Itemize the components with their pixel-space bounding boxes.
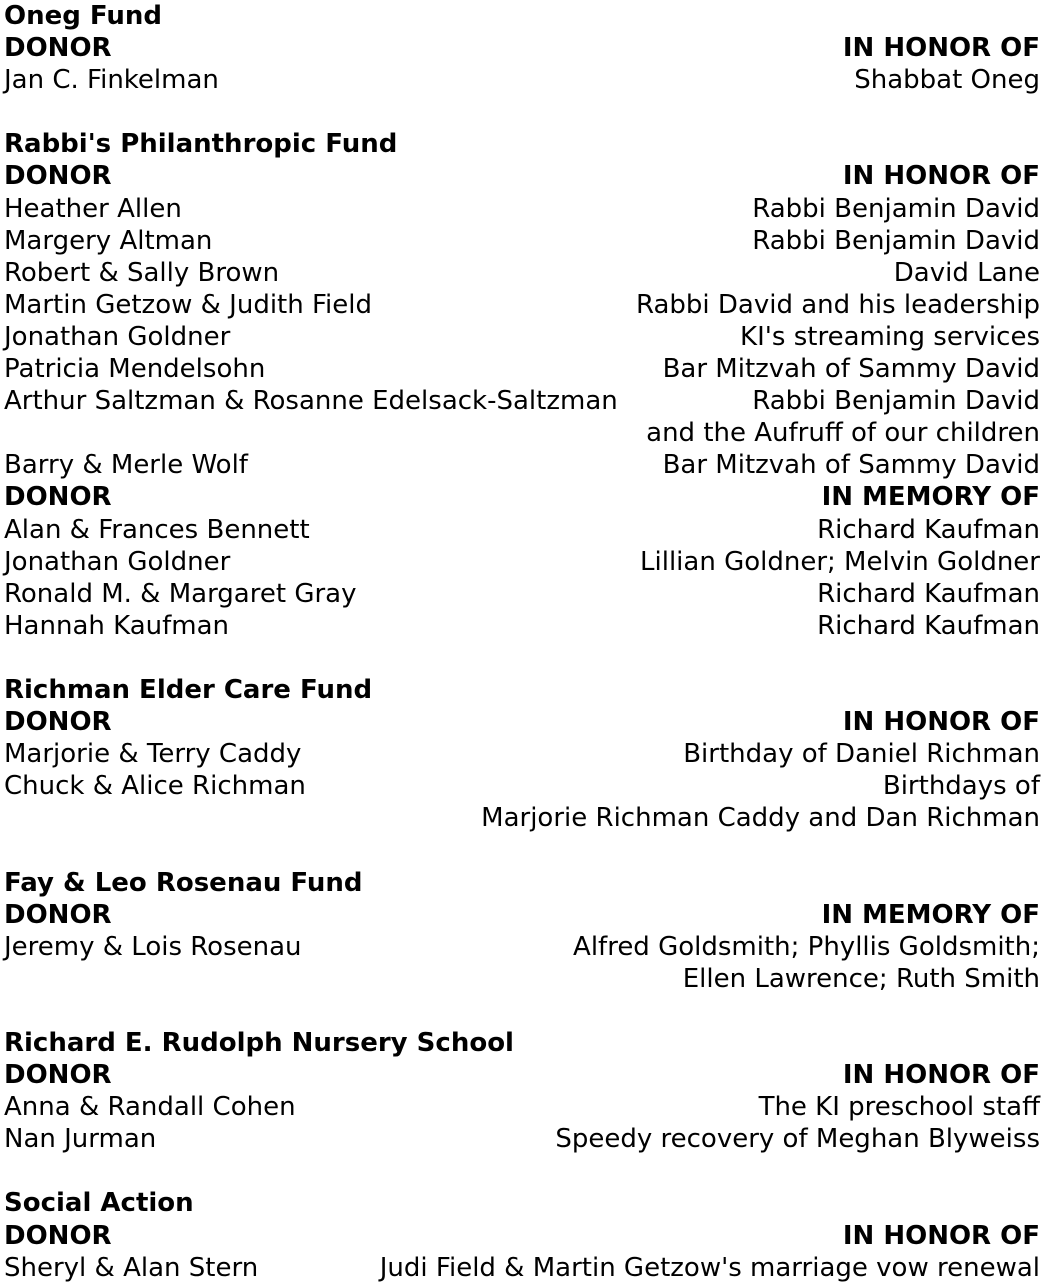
honoree-header: IN MEMORY OF bbox=[821, 482, 1040, 513]
honoree-text: David Lane bbox=[893, 257, 1040, 288]
honoree-header: IN MEMORY OF bbox=[821, 899, 1040, 930]
donor-name: Martin Getzow & Judith Field bbox=[4, 289, 372, 320]
fund-title: Richman Elder Care Fund bbox=[4, 674, 373, 705]
donor-header: DONOR bbox=[4, 707, 112, 738]
donor-name: Hannah Kaufman bbox=[4, 610, 230, 641]
donation-row bbox=[4, 64, 1040, 96]
donation-row bbox=[4, 931, 1040, 963]
donor-name: Anna & Randall Cohen bbox=[4, 1092, 296, 1123]
honoree-text: Bar Mitzvah of Sammy David bbox=[662, 450, 1040, 481]
honoree-text: KI's streaming services bbox=[740, 321, 1040, 352]
donation-row bbox=[4, 193, 1040, 225]
honoree-text: Judi Field & Martin Getzow's marriage vow renewal bbox=[379, 1252, 1040, 1283]
spacer bbox=[4, 1155, 1040, 1187]
honoree-text: Rabbi Benjamin David bbox=[752, 225, 1040, 256]
donation-row bbox=[4, 738, 1040, 770]
fund-section bbox=[4, 867, 1040, 995]
fund-title: Social Action bbox=[4, 1188, 194, 1219]
donor-header: DONOR bbox=[4, 33, 112, 64]
donation-row-continued bbox=[4, 417, 1040, 449]
spacer bbox=[4, 642, 1040, 674]
donor-name: Heather Allen bbox=[4, 193, 182, 224]
honoree-text: Speedy recovery of Meghan Blyweiss bbox=[555, 1124, 1040, 1155]
donor-name: Chuck & Alice Richman bbox=[4, 771, 306, 802]
donation-row bbox=[4, 321, 1040, 353]
donor-name: Jonathan Goldner bbox=[4, 546, 231, 577]
spacer bbox=[4, 96, 1040, 128]
donor-name: Margery Altman bbox=[4, 225, 213, 256]
honoree-header: IN HONOR OF bbox=[842, 1060, 1040, 1091]
donor-name: Alan & Frances Bennett bbox=[4, 514, 310, 545]
honoree-text: Shabbat Oneg bbox=[854, 65, 1040, 96]
honoree-header: IN HONOR OF bbox=[842, 707, 1040, 738]
donation-row bbox=[4, 546, 1040, 578]
spacer bbox=[4, 834, 1040, 866]
donor-name: Jonathan Goldner bbox=[4, 321, 231, 352]
donation-row bbox=[4, 1252, 1040, 1284]
fund-section bbox=[4, 1027, 1040, 1155]
honoree-text: Rabbi David and his leadership bbox=[635, 289, 1040, 320]
donor-name: Nan Jurman bbox=[4, 1124, 157, 1155]
column-header-row bbox=[4, 32, 1040, 64]
honoree-text: Richard Kaufman bbox=[817, 514, 1040, 545]
donor-name: Arthur Saltzman & Rosanne Edelsack-Saltzman bbox=[4, 386, 618, 417]
donation-row bbox=[4, 289, 1040, 321]
donor-name: Marjorie & Terry Caddy bbox=[4, 739, 302, 770]
donation-row bbox=[4, 1091, 1040, 1123]
fund-section bbox=[4, 0, 1040, 96]
honoree-text: Birthday of Daniel Richman bbox=[683, 739, 1040, 770]
fund-section bbox=[4, 128, 1040, 642]
donor-header: DONOR bbox=[4, 1220, 112, 1251]
fund-section bbox=[4, 1187, 1040, 1283]
donation-row bbox=[4, 385, 1040, 417]
donation-row bbox=[4, 257, 1040, 289]
honoree-text: Richard Kaufman bbox=[817, 610, 1040, 641]
honoree-text: The KI preschool staff bbox=[758, 1092, 1040, 1123]
column-header-row bbox=[4, 1059, 1040, 1091]
honoree-header: IN HONOR OF bbox=[842, 1220, 1040, 1251]
donor-header: DONOR bbox=[4, 482, 112, 513]
donor-name: Robert & Sally Brown bbox=[4, 257, 280, 288]
donation-row bbox=[4, 353, 1040, 385]
donor-header: DONOR bbox=[4, 899, 112, 930]
column-header-row bbox=[4, 706, 1040, 738]
donor-name: Ronald M. & Margaret Gray bbox=[4, 578, 357, 609]
fund-title: Oneg Fund bbox=[4, 1, 163, 31]
donor-name: Sheryl & Alan Stern bbox=[4, 1252, 259, 1283]
fund-title: Rabbi's Philanthropic Fund bbox=[4, 129, 398, 160]
honoree-text: Marjorie Richman Caddy and Dan Richman bbox=[481, 803, 1040, 834]
donor-name: Barry & Merle Wolf bbox=[4, 450, 248, 481]
honoree-text: Alfred Goldsmith; Phyllis Goldsmith; bbox=[573, 931, 1040, 962]
donor-header: DONOR bbox=[4, 1060, 112, 1091]
spacer bbox=[4, 995, 1040, 1027]
donation-row bbox=[4, 1123, 1040, 1155]
honoree-text: Rabbi Benjamin David bbox=[752, 386, 1040, 417]
donor-name: Jeremy & Lois Rosenau bbox=[4, 931, 302, 962]
honoree-text: and the Aufruff of our children bbox=[646, 418, 1040, 449]
donation-row-continued bbox=[4, 963, 1040, 995]
honoree-text: Richard Kaufman bbox=[817, 578, 1040, 609]
donation-row bbox=[4, 514, 1040, 546]
honoree-header: IN HONOR OF bbox=[842, 33, 1040, 64]
donation-row bbox=[4, 610, 1040, 642]
column-header-row bbox=[4, 899, 1040, 931]
fund-section bbox=[4, 674, 1040, 834]
fund-title: Richard E. Rudolph Nursery School bbox=[4, 1028, 514, 1058]
column-header-row bbox=[4, 1220, 1040, 1252]
donor-name: Jan C. Finkelman bbox=[4, 65, 219, 96]
donor-header: DONOR bbox=[4, 161, 112, 192]
fund-title: Fay & Leo Rosenau Fund bbox=[4, 867, 363, 898]
donation-row bbox=[4, 578, 1040, 610]
donation-row bbox=[4, 770, 1040, 802]
column-header-row bbox=[4, 160, 1040, 192]
donor-name: Patricia Mendelsohn bbox=[4, 354, 266, 385]
honoree-header: IN HONOR OF bbox=[842, 161, 1040, 192]
donation-row bbox=[4, 449, 1040, 481]
honoree-text: Bar Mitzvah of Sammy David bbox=[662, 354, 1040, 385]
column-header-row bbox=[4, 481, 1040, 513]
donation-row bbox=[4, 225, 1040, 257]
honoree-text: Rabbi Benjamin David bbox=[752, 193, 1040, 224]
honoree-text: Birthdays of bbox=[882, 771, 1040, 802]
honoree-text: Lillian Goldner; Melvin Goldner bbox=[640, 546, 1040, 577]
honoree-text: Ellen Lawrence; Ruth Smith bbox=[682, 963, 1040, 994]
donation-row-continued bbox=[4, 802, 1040, 834]
